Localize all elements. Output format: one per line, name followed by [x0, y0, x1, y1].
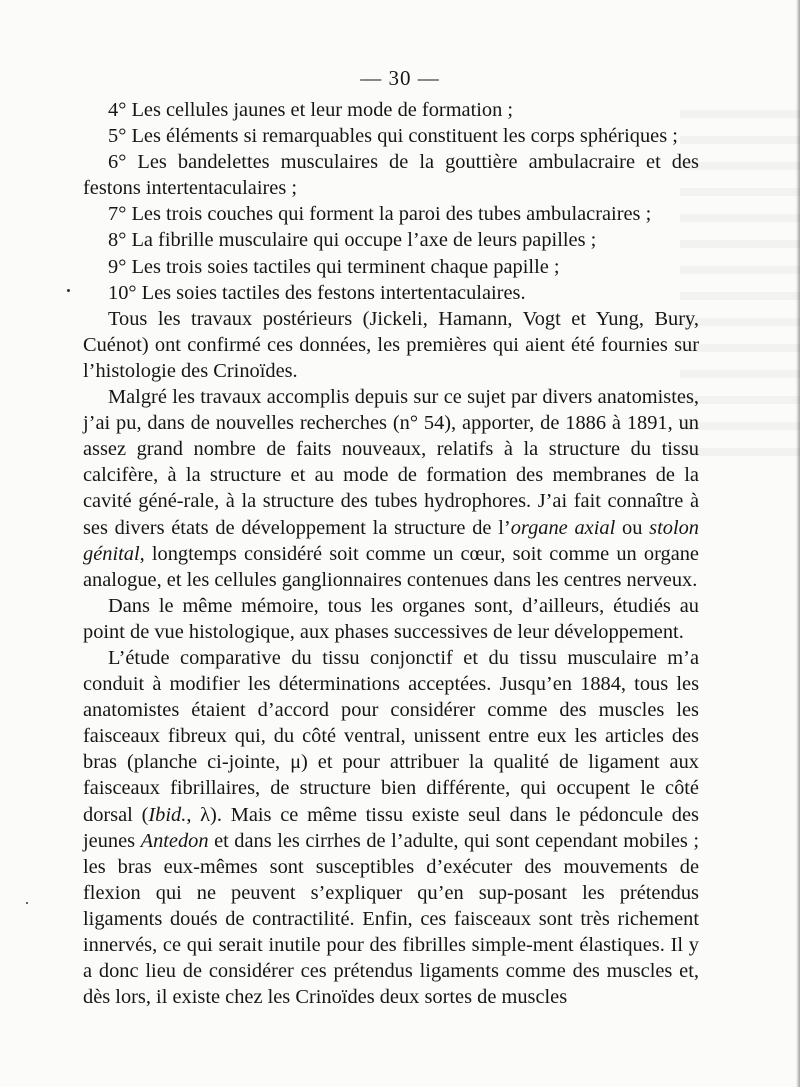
italic-term-antedon: Antedon [140, 829, 209, 852]
list-text: Les trois couches qui forment la paroi des tubes ambulacraires ; [126, 203, 652, 226]
italic-term-stolon-genital: stolon génital [83, 516, 700, 565]
paragraph-4-text-c: et dans les cirrhes de l’adulte, qui sont cependant mobiles ; les bras eux-mêmes sont susceptibles d’exécuter des mouvements de flexion qui ne peuvent s’expliquer qu’en sup-posant les prétendus ligaments doués de contractilité. Enfin, ces faisceaux sont très richement innervés, ce qui serait inutile pour des fibrilles simple-ment élastiques. Il y a donc lieu de considérer ces prétendus ligaments comme des muscles et, dès lors, il existe chez les Crinoïdes deux sortes de muscles [83, 829, 699, 1009]
list-number: 9° [108, 255, 127, 278]
list-text: La fibrille musculaire qui occupe l’axe de leurs papilles ; [126, 229, 597, 252]
paragraph-2 [83, 384, 699, 593]
paragraph-2-text-a: Malgré les travaux accomplis depuis sur ce sujet par divers anatomistes, j’ai pu, dans de nouvelles recherches (n° 54), apporter, de 1886 à 1891, un assez grand nombre de faits nouveaux, relatifs à la structure du tissu calcifère, à la structure et au mode de formation des membranes de la cavité géné-rale, à la structure des tubes hydrophores. J’ai fait connaître à ses divers états de développement la structure de l’ [83, 386, 699, 539]
paragraph-3: Dans le même mémoire, tous les organes sont, d’ailleurs, étudiés au point de vue histologique, aux phases successives de leur développement. [83, 594, 699, 643]
list-number: 5° [108, 125, 127, 148]
list-number: 4° [108, 99, 127, 121]
ink-speck [67, 289, 70, 292]
paragraph-4-text-a: L’étude comparative du tissu conjonctif et du tissu musculaire m’a conduit à modifier les déterminations acceptées. Jusqu’en 1884, tous les anatomistes étaient d’accord pour considérer comme des muscles les faisceaux fibreux qui, du côté ventral, unissent entre eux les articles des bras (planche ci-jointe, μ) et pour attribuer la qualité de ligament aux faisceaux fibrillaires, de structure bien différente, qui occupent le côté dorsal ( [83, 646, 699, 826]
paragraph-1: Tous les travaux postérieurs (Jickeli, Hamann, Vogt et Yung, Bury, Cuénot) ont confirmé ces données, les premières qui aient été fournies sur l’histologie des Crinoïdes. [83, 307, 699, 382]
list-text: Les cellules jaunes et leur mode de formation ; [126, 99, 514, 121]
paragraph-2-text-b: ou [615, 516, 650, 539]
paragraph-2-text-c: , longtemps considéré soit comme un cœur, soit comme un organe analogue, et les cellules ganglionnaires contenues dans les centres nerveux. [83, 542, 699, 591]
italic-term-organe-axial: organe axial [510, 516, 616, 539]
list-number: 8° [108, 229, 127, 252]
list-item-8 [83, 227, 699, 253]
list-item-4 [83, 97, 699, 123]
list-text: Les éléments si remarquables qui constituent les corps sphériques ; [126, 125, 678, 148]
list-text: Les soies tactiles des festons intertentaculaires. [136, 281, 526, 304]
list-number: 7° [108, 203, 127, 226]
list-item-6 [83, 149, 699, 201]
body-text [83, 97, 699, 1010]
ink-speck [26, 902, 28, 904]
list-item-7 [83, 201, 699, 227]
list-item-5 [83, 123, 699, 149]
list-text: Les trois soies tactiles qui terminent chaque papille ; [126, 255, 560, 278]
italic-term-ibid: Ibid. [148, 803, 187, 826]
list-number: 6° [108, 151, 127, 174]
paragraph-4-text-b: , λ). Mais ce même tissu existe seul dans le pédoncule des jeunes [83, 803, 699, 852]
list-item-10 [83, 280, 699, 306]
page-number: — 30 — [360, 66, 440, 90]
list-number: 10° [108, 281, 137, 304]
list-item-9 [83, 254, 699, 280]
paragraph-4 [83, 645, 699, 1010]
list-text: Les bandelettes musculaires de la gouttière ambulacraire et des festons intertentaculaires ; [83, 151, 699, 200]
page-edge-shadow [796, 0, 800, 1087]
